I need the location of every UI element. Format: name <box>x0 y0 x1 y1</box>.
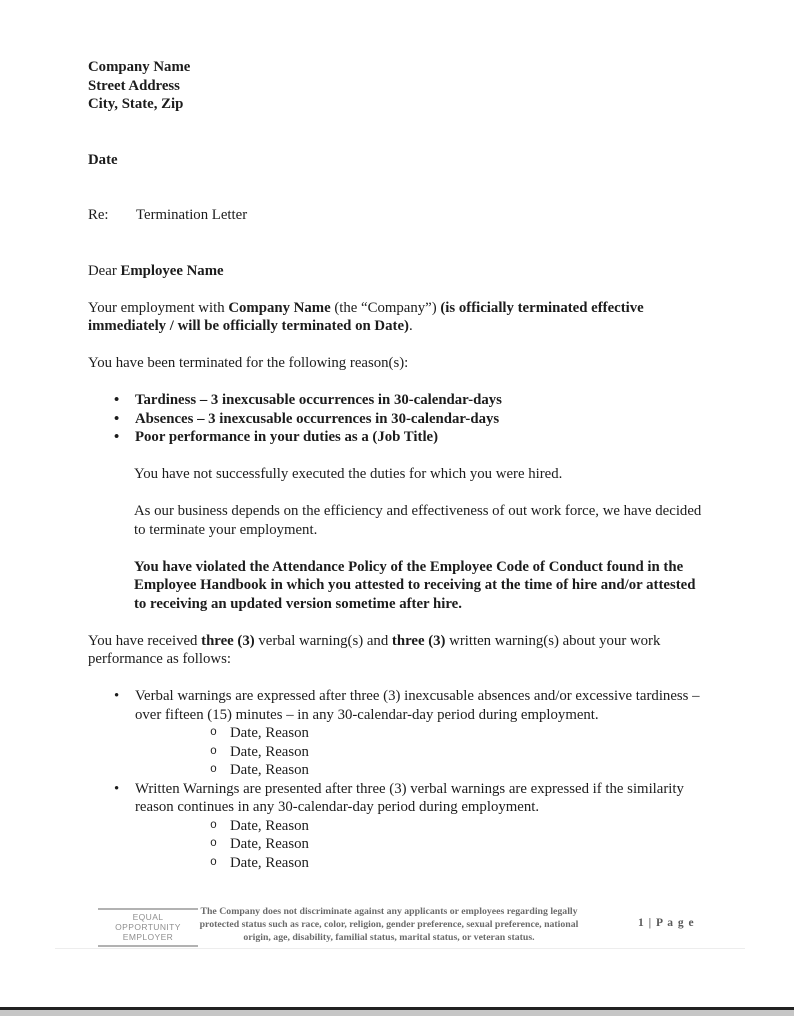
verbal-warning-dates <box>88 724 708 780</box>
badge-line: EQUAL <box>132 912 164 922</box>
city-state-zip-line: City, State, Zip <box>88 96 184 112</box>
written-warnings-item: • Written Warnings are presented after three (3) verbal warnings are expressed if the similarity reason continues in any 30-calendar-day period during employment. <box>88 780 708 817</box>
salutation-prefix: Dear <box>88 262 121 279</box>
letter-body <box>88 58 708 872</box>
non-discrimination-disclaimer: The Company does not discriminate against any applicants or employees regarding legally protected status such as race, color, religion, gender preference, sexual preference, national origin, age, disability, familial status, marital status, or veteran status. <box>199 906 579 943</box>
date-reason-item: o Date, Reason <box>88 835 708 854</box>
verbal-count: three (3) <box>201 632 255 649</box>
intro-paragraph <box>88 299 708 336</box>
intro-termination-clause: (is officially terminated effective immediately / will be officially terminated on Date) <box>88 299 644 334</box>
intro-company-name: Company Name <box>228 299 331 316</box>
date-line: Date <box>88 151 118 168</box>
reason-item-tardiness: • Tardiness – 3 inexcusable occurrences in 30-calendar-days <box>88 391 708 410</box>
equal-opportunity-employer-badge <box>98 908 198 947</box>
paragraph-not-executed: You have not successfully executed the duties for which you were hired. <box>134 466 563 482</box>
warnings-intro-line <box>88 632 708 669</box>
warnings-list <box>88 687 708 872</box>
employee-name: Employee Name <box>120 262 224 279</box>
re-subject: Termination Letter <box>136 207 248 223</box>
street-address-line: Street Address <box>88 77 180 94</box>
date-reason-item: o Date, Reason <box>88 761 708 780</box>
date-reason-item: o Date, Reason <box>88 743 708 762</box>
re-line <box>88 206 708 225</box>
written-warning-dates <box>88 817 708 873</box>
company-address-block <box>88 58 708 114</box>
badge-line: OPPORTUNITY <box>115 922 181 932</box>
page-bottom-edge <box>0 1007 794 1016</box>
reasons-intro-line: You have been terminated for the following reason(s): <box>88 355 409 371</box>
page-number: 1 | P a g e <box>638 917 695 929</box>
verbal-warnings-item: • Verbal warnings are expressed after three (3) inexcusable absences and/or excessive tardiness – over fifteen (15) minutes – in any 30-calendar-day period during employment. <box>88 687 708 724</box>
page-edge-shadow <box>0 1010 794 1016</box>
intro-the-company: (the “Company”) <box>330 299 441 316</box>
warnings-intro-mid: verbal warning(s) and <box>254 632 392 649</box>
badge-line: EMPLOYER <box>122 932 174 942</box>
date-reason-item: o Date, Reason <box>88 854 708 873</box>
termination-reasons-list <box>88 391 708 447</box>
footer-divider <box>55 948 745 949</box>
written-count: three (3) <box>391 632 446 649</box>
paragraph-business-depends: As our business depends on the efficiency and effectiveness of out work force, we have decided to terminate your employment. <box>134 503 702 538</box>
warnings-intro-text: You have received <box>88 632 202 649</box>
salutation-line <box>88 262 708 281</box>
intro-period: . <box>408 318 413 334</box>
company-name-line: Company Name <box>88 59 191 75</box>
intro-text: Your employment with <box>88 299 229 316</box>
warnings-intro-end: written warning(s) about your work performance as follows: <box>88 632 661 667</box>
date-reason-item: o Date, Reason <box>88 724 708 743</box>
re-label: Re: <box>88 207 109 223</box>
reason-item-performance: • Poor performance in your duties as a (Job Title) <box>88 428 708 447</box>
paragraph-violation: You have violated the Attendance Policy of the Employee Code of Conduct found in the Employee Handbook in which you attested to receiving at the time of hire and/or attested to receiving an updated version sometime after hire. <box>134 558 696 612</box>
date-reason-item: o Date, Reason <box>88 817 708 836</box>
reason-item-absences: • Absences – 3 inexcusable occurrences in 30-calendar-days <box>88 410 708 429</box>
